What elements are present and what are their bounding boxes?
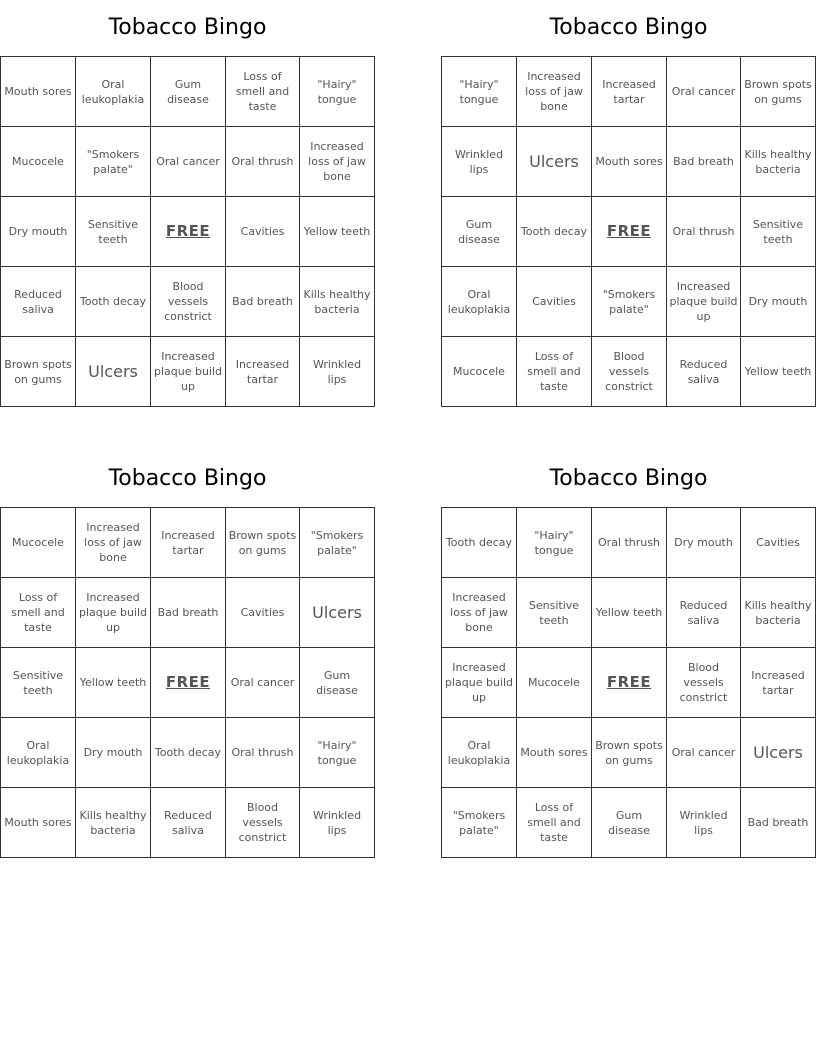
bingo-grid bbox=[0, 507, 375, 858]
bingo-cell: Loss of smell and taste bbox=[517, 788, 592, 858]
bingo-cell: Brown spots on gums bbox=[1, 337, 76, 407]
bingo-cell: Cavities bbox=[741, 508, 816, 578]
bingo-cell: Brown spots on gums bbox=[741, 57, 816, 127]
bingo-cell: Oral thrush bbox=[592, 508, 667, 578]
bingo-cell: Increased loss of jaw bone bbox=[300, 127, 375, 197]
bingo-cell: Mouth sores bbox=[517, 718, 592, 788]
bingo-cell: Mouth sores bbox=[1, 57, 76, 127]
free-space: FREE bbox=[151, 648, 226, 718]
bingo-cell: Yellow teeth bbox=[741, 337, 816, 407]
bingo-cell: Loss of smell and taste bbox=[226, 57, 300, 127]
bingo-cell: "Hairy" tongue bbox=[517, 508, 592, 578]
bingo-cell: "Hairy" tongue bbox=[300, 57, 375, 127]
bingo-cell: Cavities bbox=[517, 267, 592, 337]
bingo-cell: Increased plaque build up bbox=[442, 648, 517, 718]
bingo-cell: Ulcers bbox=[76, 337, 151, 407]
bingo-cell: Gum disease bbox=[442, 197, 517, 267]
bingo-cell: "Hairy" tongue bbox=[300, 718, 375, 788]
bingo-cell: Blood vessels constrict bbox=[151, 267, 226, 337]
bingo-cell: Mouth sores bbox=[592, 127, 667, 197]
bingo-cell: Dry mouth bbox=[741, 267, 816, 337]
bingo-cell: Oral thrush bbox=[226, 127, 300, 197]
bingo-cell: Oral leukoplakia bbox=[442, 267, 517, 337]
bingo-cell: Blood vessels constrict bbox=[667, 648, 741, 718]
bingo-cell: Dry mouth bbox=[667, 508, 741, 578]
bingo-cell: Reduced saliva bbox=[151, 788, 226, 858]
bingo-cell: Sensitive teeth bbox=[1, 648, 76, 718]
bingo-cell: Tooth decay bbox=[517, 197, 592, 267]
bingo-card-4 bbox=[441, 451, 816, 858]
bingo-cell: Reduced saliva bbox=[667, 337, 741, 407]
bingo-cell: Mucocele bbox=[1, 508, 76, 578]
bingo-cell: Ulcers bbox=[517, 127, 592, 197]
bingo-cell: Bad breath bbox=[151, 578, 226, 648]
bingo-cell: Ulcers bbox=[741, 718, 816, 788]
bingo-cell: Oral thrush bbox=[226, 718, 300, 788]
bingo-cell: "Hairy" tongue bbox=[442, 57, 517, 127]
bingo-cell: Oral leukoplakia bbox=[1, 718, 76, 788]
bingo-cell: "Smokers palate" bbox=[300, 508, 375, 578]
bingo-cell: Yellow teeth bbox=[592, 578, 667, 648]
bingo-cell: Oral cancer bbox=[667, 718, 741, 788]
bingo-cell: Wrinkled lips bbox=[442, 127, 517, 197]
bingo-cell: Tooth decay bbox=[151, 718, 226, 788]
bingo-cell: Bad breath bbox=[667, 127, 741, 197]
card-title: Tobacco Bingo bbox=[549, 15, 708, 40]
bingo-cell: Cavities bbox=[226, 197, 300, 267]
bingo-cell: Mucocele bbox=[517, 648, 592, 718]
bingo-cell: "Smokers palate" bbox=[76, 127, 151, 197]
bingo-cell: Wrinkled lips bbox=[667, 788, 741, 858]
bingo-cell: "Smokers palate" bbox=[592, 267, 667, 337]
bingo-cell: Sensitive teeth bbox=[76, 197, 151, 267]
bingo-card-3 bbox=[0, 451, 375, 858]
bingo-cell: Reduced saliva bbox=[667, 578, 741, 648]
bingo-cell: Ulcers bbox=[300, 578, 375, 648]
bingo-cell: Dry mouth bbox=[1, 197, 76, 267]
bingo-cell: Loss of smell and taste bbox=[517, 337, 592, 407]
bingo-cell: Tooth decay bbox=[442, 508, 517, 578]
bingo-cell: Gum disease bbox=[151, 57, 226, 127]
bingo-cell: Increased tartar bbox=[741, 648, 816, 718]
bingo-cell: Tooth decay bbox=[76, 267, 151, 337]
bingo-cell: Increased loss of jaw bone bbox=[442, 578, 517, 648]
bingo-grid bbox=[441, 507, 816, 858]
bingo-cell: Blood vessels constrict bbox=[592, 337, 667, 407]
bingo-cell: Cavities bbox=[226, 578, 300, 648]
bingo-cell: Oral cancer bbox=[151, 127, 226, 197]
bingo-cell: Gum disease bbox=[592, 788, 667, 858]
bingo-cell: Kills healthy bacteria bbox=[300, 267, 375, 337]
bingo-cell: Brown spots on gums bbox=[226, 508, 300, 578]
bingo-cell: Bad breath bbox=[226, 267, 300, 337]
bingo-cell: Mouth sores bbox=[1, 788, 76, 858]
bingo-cell: Increased tartar bbox=[226, 337, 300, 407]
bingo-cell: Loss of smell and taste bbox=[1, 578, 76, 648]
bingo-cell: Increased plaque build up bbox=[76, 578, 151, 648]
bingo-cell: Oral leukoplakia bbox=[76, 57, 151, 127]
bingo-cell: Increased plaque build up bbox=[151, 337, 226, 407]
bingo-cell: Blood vessels constrict bbox=[226, 788, 300, 858]
card-title: Tobacco Bingo bbox=[549, 466, 708, 491]
bingo-cell: Oral thrush bbox=[667, 197, 741, 267]
bingo-cell: Brown spots on gums bbox=[592, 718, 667, 788]
bingo-cell: Increased loss of jaw bone bbox=[76, 508, 151, 578]
bingo-cell: "Smokers palate" bbox=[442, 788, 517, 858]
bingo-cell: Mucocele bbox=[442, 337, 517, 407]
bingo-cell: Mucocele bbox=[1, 127, 76, 197]
bingo-cell: Gum disease bbox=[300, 648, 375, 718]
bingo-cell: Kills healthy bacteria bbox=[741, 578, 816, 648]
free-space: FREE bbox=[151, 197, 226, 267]
bingo-cell: Oral leukoplakia bbox=[442, 718, 517, 788]
bingo-cell: Dry mouth bbox=[76, 718, 151, 788]
card-title: Tobacco Bingo bbox=[108, 15, 267, 40]
bingo-cell: Wrinkled lips bbox=[300, 337, 375, 407]
bingo-cell: Yellow teeth bbox=[300, 197, 375, 267]
bingo-cell: Oral cancer bbox=[667, 57, 741, 127]
bingo-card-1 bbox=[0, 0, 375, 407]
bingo-grid bbox=[441, 56, 816, 407]
free-space: FREE bbox=[592, 197, 667, 267]
bingo-cell: Reduced saliva bbox=[1, 267, 76, 337]
bingo-cell: Sensitive teeth bbox=[741, 197, 816, 267]
bingo-cell: Kills healthy bacteria bbox=[76, 788, 151, 858]
bingo-cell: Increased tartar bbox=[592, 57, 667, 127]
free-space: FREE bbox=[592, 648, 667, 718]
bingo-cell: Increased tartar bbox=[151, 508, 226, 578]
bingo-cell: Kills healthy bacteria bbox=[741, 127, 816, 197]
bingo-cell: Oral cancer bbox=[226, 648, 300, 718]
bingo-cell: Sensitive teeth bbox=[517, 578, 592, 648]
bingo-cell: Increased loss of jaw bone bbox=[517, 57, 592, 127]
bingo-grid bbox=[0, 56, 375, 407]
bingo-cell: Yellow teeth bbox=[76, 648, 151, 718]
bingo-cell: Bad breath bbox=[741, 788, 816, 858]
bingo-card-2 bbox=[441, 0, 816, 407]
bingo-cell: Increased plaque build up bbox=[667, 267, 741, 337]
card-title: Tobacco Bingo bbox=[108, 466, 267, 491]
bingo-cell: Wrinkled lips bbox=[300, 788, 375, 858]
